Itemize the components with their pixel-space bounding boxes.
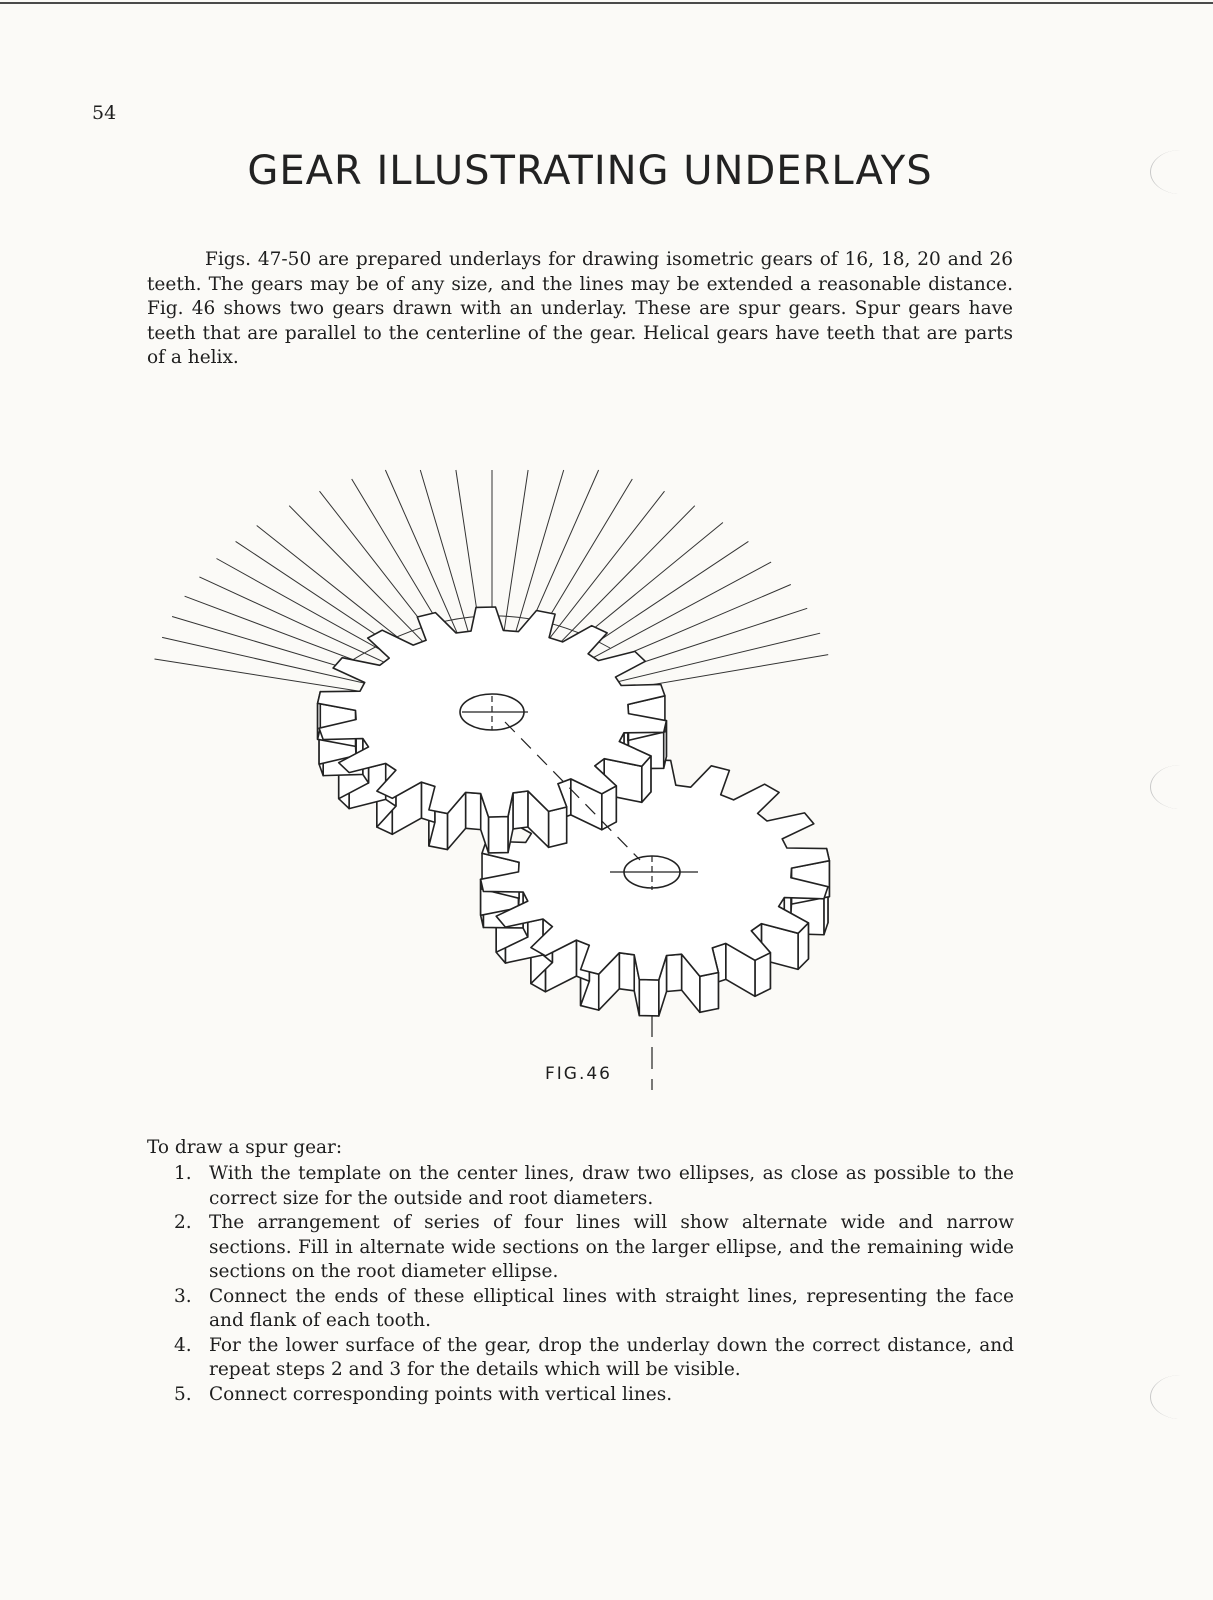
step-text: The arrangement of series of four lines will show alternate wide and narrow sections. Fill in alternate wide sections on the larger ellipse, and the remaining wide sections on the root diameter ellipse. xyxy=(209,1212,1014,1282)
step-number: 5. xyxy=(174,1383,192,1405)
intro-paragraph: Figs. 47-50 are prepared underlays for drawing isometric gears of 16, 18, 20 and 26 teeth. The gears may be of any size, and the lines may be extended a reasonable distance. Fig. 46 shows two gears drawn with an underlay. These are spur gears. Spur gears have teeth that are parallel to the centerline of the gear. Helical gears have teeth that are parts of a helix. xyxy=(147,249,1013,368)
gear-tooth-side xyxy=(513,791,528,829)
step-text: With the template on the center lines, draw two ellipses, as close as possible to the correct size for the outside and root diameters. xyxy=(209,1163,1014,1209)
steps-heading: To draw a spur gear: xyxy=(147,1137,343,1158)
step-item xyxy=(174,1285,1014,1334)
binder-hole-mark xyxy=(1150,150,1211,194)
gear-tooth-side xyxy=(619,953,634,991)
binder-hole-mark xyxy=(1150,765,1211,809)
figure-caption: FIG.46 xyxy=(545,1064,613,1084)
gear-tooth-side xyxy=(466,792,481,829)
step-item xyxy=(174,1162,1014,1211)
step-text: For the lower surface of the gear, drop the underlay down the correct distance, and repeat steps 2 and 3 for the details which will be visible. xyxy=(209,1334,1014,1380)
gear-tooth-side xyxy=(667,954,682,991)
page-title: GEAR ILLUSTRATING UNDERLAYS xyxy=(247,148,933,194)
step-item xyxy=(174,1211,1014,1285)
step-text: Connect corresponding points with vertical lines. xyxy=(209,1383,673,1405)
gear-tooth-side xyxy=(549,807,567,847)
steps-list xyxy=(174,1162,1014,1407)
step-number: 1. xyxy=(174,1163,192,1184)
gear-tooth-side xyxy=(639,980,659,1016)
step-item xyxy=(174,1383,1014,1408)
gear-tooth-side xyxy=(700,973,719,1013)
binder-hole-mark xyxy=(1150,1375,1211,1419)
step-number: 2. xyxy=(174,1212,192,1233)
page-number: 54 xyxy=(92,102,117,124)
step-number: 4. xyxy=(174,1334,192,1356)
gear-tooth-side xyxy=(489,817,509,853)
step-number: 3. xyxy=(174,1285,192,1307)
step-text: Connect the ends of these elliptical lines with straight lines, representing the face and flank of each tooth. xyxy=(209,1285,1014,1331)
step-item xyxy=(174,1334,1014,1383)
